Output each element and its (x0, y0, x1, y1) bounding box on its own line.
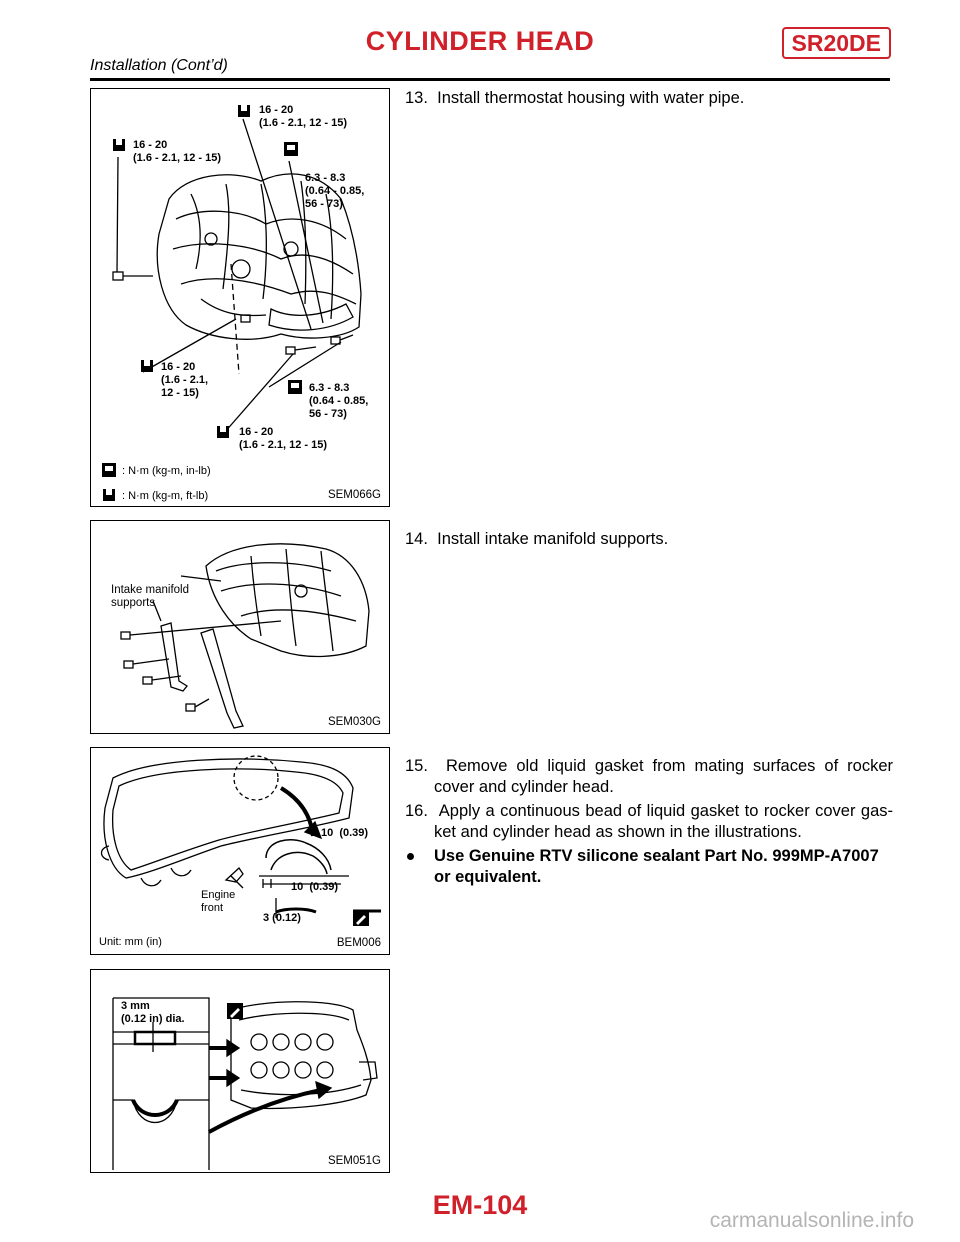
intake-manifold-supports-label: Intake manifold supports (111, 584, 189, 609)
step-number: 16. (405, 802, 428, 820)
torque-label: 16 - 20 (1.6 - 2.1, 12 - 15) (239, 426, 328, 451)
figure-cylinder-head-bead (90, 969, 390, 1173)
figure-intake-manifold-supports (90, 520, 390, 734)
step-number: 13. (405, 89, 428, 107)
figure-rocker-cover-gasket (90, 747, 390, 955)
torque-wrench-icon (215, 424, 231, 440)
rocker-cover-gasket-drawing (91, 748, 391, 956)
step-14 (405, 529, 893, 550)
step-number: 14. (405, 530, 428, 548)
torque-label: 16 - 20 (1.6 - 2.1, 12 - 15) (161, 361, 209, 399)
intake-manifold-drawing (91, 521, 391, 735)
torque-label: 6.3 - 8.3 (0.64 - 0.85, 56 - 73) (309, 382, 369, 420)
legend-ft-lb: : N·m (kg-m, ft-lb) (122, 490, 209, 502)
sealant-note-text: Use Genuine RTV silicone sealant Part No. 999MP-A7007 or equivalent. (434, 847, 879, 886)
figure-thermostat-housing (90, 88, 390, 507)
legend-in-lb: : N·m (kg-m, in-lb) (122, 465, 211, 477)
bead-diameter-label: 3 mm (0.12 in) dia. (121, 1000, 185, 1025)
figure-code: SEM030G (327, 716, 381, 728)
torque-socket-icon (101, 462, 117, 478)
step-number: 15. (405, 757, 428, 775)
torque-socket-icon (287, 379, 303, 395)
torque-wrench-icon (111, 137, 127, 153)
step-text: Install thermostat housing with water pipe. (437, 89, 745, 107)
step-15 (405, 756, 893, 798)
step-text: Apply a continuous bead of liquid gasket to rocker cover gas-ket and cylinder head as shown in the illustrations. (434, 802, 893, 841)
torque-wrench-icon (101, 487, 117, 503)
figure-code: SEM066G (327, 489, 381, 501)
step-13 (405, 88, 893, 109)
step-text: Install intake manifold supports. (437, 530, 669, 548)
sealant-nozzle-icon (227, 1003, 243, 1019)
figure-code: SEM051G (327, 1155, 381, 1167)
dimension-label: 10 (0.39) (291, 881, 339, 893)
section-subtitle: Installation (Cont’d) (90, 57, 228, 74)
torque-wrench-icon (139, 358, 155, 374)
header-rule (90, 78, 890, 81)
engine-front-label: Engine front (201, 889, 236, 914)
watermark: carmanualsonline.info (709, 1209, 914, 1232)
bullet-dot (407, 853, 414, 860)
dimension-label: 3 (0.12) (263, 912, 301, 924)
torque-wrench-icon (236, 103, 252, 119)
torque-label: 16 - 20 (1.6 - 2.1, 12 - 15) (133, 139, 222, 164)
step-16 (405, 801, 893, 843)
sealant-nozzle-icon (353, 910, 369, 926)
step-text: Remove old liquid gasket from mating surfaces of rocker cover and cylinder head. (434, 757, 893, 796)
page-number: EM-104 (432, 1190, 528, 1220)
sealant-note (405, 846, 893, 888)
torque-label: 16 - 20 (1.6 - 2.1, 12 - 15) (259, 104, 348, 129)
torque-socket-icon (283, 141, 299, 157)
figure-code: BEM006 (336, 937, 381, 949)
torque-label: 6.3 - 8.3 (0.64 - 0.85, 56 - 73) (305, 172, 365, 210)
dimension-label: 10 (0.39) (321, 827, 369, 839)
unit-label: Unit: mm (in) (99, 936, 162, 948)
engine-badge: SR20DE (782, 27, 891, 59)
page-title: CYLINDER HEAD (365, 26, 595, 56)
